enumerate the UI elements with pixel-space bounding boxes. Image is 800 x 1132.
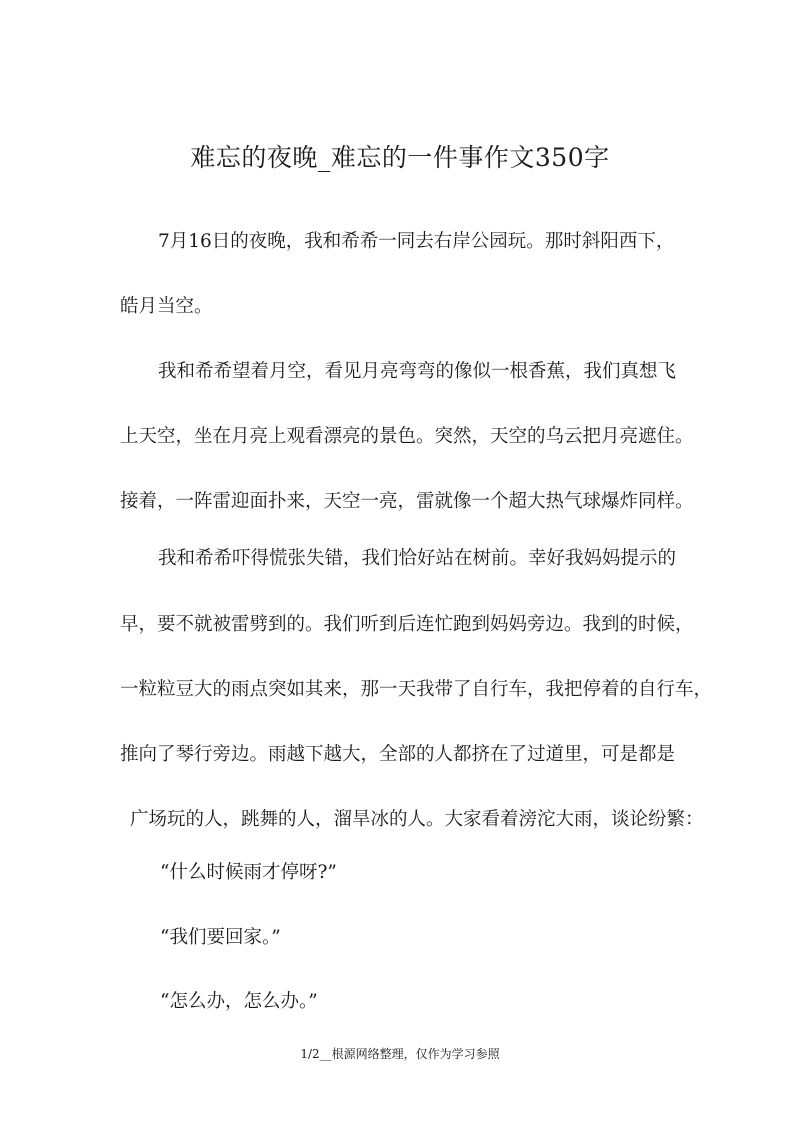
document-title: 难忘的夜晚_难忘的一件事作文350字	[190, 143, 610, 172]
paragraph-line: 广场玩的人，跳舞的人，溜旱冰的人。大家看着滂沱大雨，谈论纷繁：	[130, 809, 704, 830]
dialogue-line: “什么时候雨才停呀?”	[160, 862, 337, 883]
paragraph-line: 我和希希吓得慌张失错，我们恰好站在树前。幸好我妈妈提示的	[158, 548, 677, 569]
paragraph-line: 早，要不就被雷劈到的。我们听到后连忙跑到妈妈旁边。我到的时候，	[120, 614, 694, 635]
paragraph-line: 一粒粒豆大的雨点突如其来，那一天我带了自行车，我把停着的自行车，	[120, 679, 713, 700]
page-footer: 1/2__根源网络整理，仅作为学习参照	[300, 1047, 500, 1061]
dialogue-line: “怎么办，怎么办。”	[160, 991, 318, 1012]
paragraph-line: 推向了琴行旁边。雨越下越大，全部的人都挤在了过道里，可是都是	[120, 744, 676, 765]
dialogue-line: “我们要回家。”	[160, 927, 281, 948]
paragraph-line: 我和希希望着月空，看见月亮弯弯的像似一根香蕉，我们真想飞	[158, 361, 677, 382]
paragraph-line: 接着，一阵雷迎面扑来，天空一亮，雷就像一个超大热气球爆炸同样。	[120, 491, 694, 512]
paragraph-line: 7月16日的夜晚，我和希希一同去右岸公园玩。那时斜阳西下，	[158, 231, 675, 252]
paragraph-line: 上天空，坐在月亮上观看漂亮的景色。突然，天空的乌云把月亮遮住。	[120, 426, 694, 447]
paragraph-line: 皓月当空。	[120, 296, 213, 317]
